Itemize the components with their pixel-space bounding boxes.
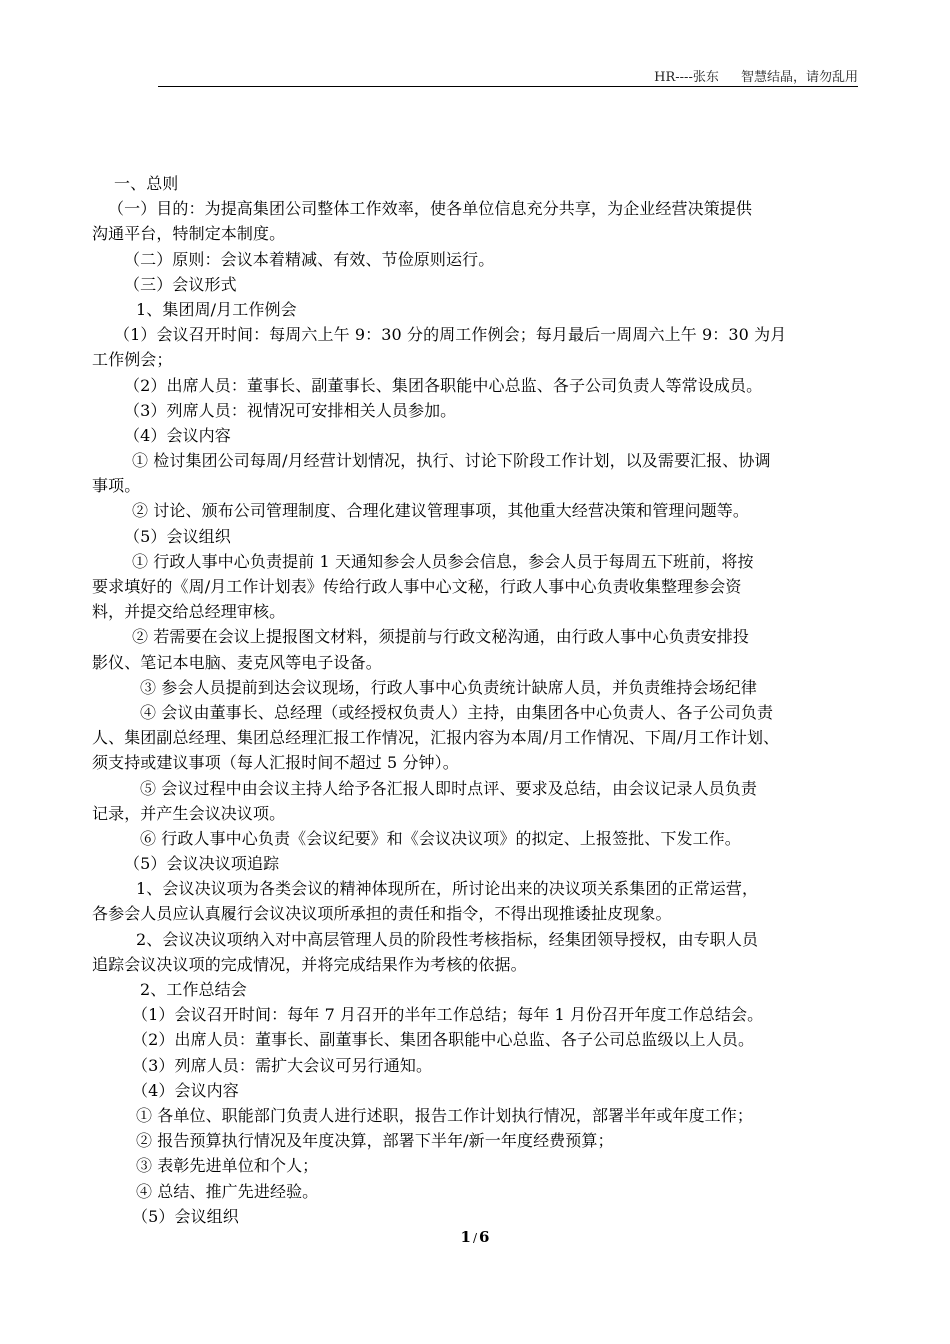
page-header — [654, 66, 858, 85]
text-line: ⑤ 会议过程中由会议主持人给予各汇报人即时点评、要求及总结，由会议记录人员负责 — [140, 778, 757, 798]
text-line: 要求填好的《周/月工作计划表》传给行政人事中心文秘，行政人事中心负责收集整理参会资 — [92, 577, 742, 596]
header-author: HR----张东 — [654, 70, 719, 85]
text-line: ③ 参会人员提前到达会议现场，行政人事中心负责统计缺席人员，并负责维持会场纪律 — [140, 677, 757, 697]
text-line: （二）原则：会议本着精减、有效、节俭原则运行。 — [124, 249, 495, 269]
text-line: （3）列席人员：视情况可安排相关人员参加。 — [124, 400, 457, 420]
page-number — [0, 1228, 950, 1246]
text-line: 人、集团副总经理、集团总经理汇报工作情况，汇报内容为本周/月工作情况、下周/月工作计划、 — [92, 728, 780, 748]
text-line: ④ 会议由董事长、总经理（或经授权负责人）主持，由集团各中心负责人、各子公司负责 — [140, 702, 774, 722]
text-line: ⑥ 行政人事中心负责《会议纪要》和《会议决议项》的拟定、上报签批、下发工作。 — [140, 828, 741, 848]
text-line: ③ 表彰先进单位和个人； — [136, 1156, 319, 1176]
text-line: ① 各单位、职能部门负责人进行述职，报告工作计划执行情况，部署半年或年度工作； — [136, 1105, 753, 1125]
text-line: 2、会议决议项纳入对中高层管理人员的阶段性考核指标，经集团领导授权，由专职人员 — [136, 929, 759, 949]
total-pages: 6 — [479, 1228, 490, 1246]
text-line: （一）目的：为提高集团公司整体工作效率，使各单位信息充分共享，为企业经营决策提供 — [108, 199, 753, 219]
text-line: （4）会议内容 — [132, 1080, 239, 1100]
text-line: （5）会议组织 — [132, 1206, 239, 1226]
text-line: ④ 总结、推广先进经验。 — [136, 1181, 319, 1201]
text-line: 追踪会议决议项的完成情况，并将完成结果作为考核的依据。 — [92, 954, 527, 974]
text-line: ① 行政人事中心负责提前 1 天通知参会人员参会信息，参会人员于每周五下班前，将按 — [132, 551, 754, 571]
text-line: （2）出席人员：董事长、副董事长、集团各职能中心总监、各子公司负责人等常设成员。 — [124, 375, 763, 395]
text-line: （1）会议召开时间：每年 7 月召开的半年工作总结；每年 1 月份召开年度工作总结会。 — [132, 1005, 764, 1025]
text-line: （2）出席人员：董事长、副董事长、集团各职能中心总监、各子公司总监级以上人员。 — [132, 1030, 755, 1050]
text-line: ② 讨论、颁布公司管理制度、合理化建议管理事项，其他重大经营决策和管理问题等。 — [132, 501, 749, 521]
text-line: （3）列席人员：需扩大会议可另行通知。 — [132, 1055, 433, 1075]
document-body — [92, 171, 862, 1229]
header-slogan: 智慧结晶，请勿乱用 — [740, 70, 858, 85]
text-line: 须支持或建议事项（每人汇报时间不超过 5 分钟）。 — [92, 753, 459, 773]
text-line: 2、工作总结会 — [140, 980, 247, 999]
text-line: （1）会议召开时间：每周六上午 9：30 分的周工作例会；每月最后一周周六上午 9：30 为月 — [114, 325, 787, 345]
text-line: 1、会议决议项为各类会议的精神体现所在，所讨论出来的决议项关系集团的正常运营， — [136, 879, 759, 899]
text-line: （三）会议形式 — [124, 274, 237, 294]
header-divider — [158, 86, 858, 87]
text-line: 一、总则 — [114, 174, 179, 193]
page-separator: / — [472, 1231, 478, 1245]
current-page: 1 — [460, 1228, 471, 1246]
text-line: 记录，并产生会议决议项。 — [92, 803, 286, 823]
text-line: 料，并提交给总经理审核。 — [92, 602, 286, 622]
text-line: 工作例会； — [92, 350, 173, 370]
text-line: （5）会议决议项追踪 — [124, 854, 280, 874]
text-line: 各参会人员应认真履行会议决议项所承担的责任和指令，不得出现推诿扯皮现象。 — [92, 904, 672, 924]
text-line: （5）会议组织 — [124, 526, 231, 546]
text-line: 1、集团周/月工作例会 — [136, 299, 297, 319]
text-line: ② 报告预算执行情况及年度决算，部署下半年/新一年度经费预算； — [136, 1131, 614, 1151]
text-line: 沟通平台，特制定本制度。 — [92, 224, 286, 244]
text-line: ① 检讨集团公司每周/月经营计划情况，执行、讨论下阶段工作计划，以及需要汇报、协调 — [132, 451, 771, 471]
text-line: 事项。 — [92, 476, 141, 496]
text-line: 影仪、笔记本电脑、麦克风等电子设备。 — [92, 652, 382, 672]
text-line: （4）会议内容 — [124, 425, 231, 445]
text-line: ② 若需要在会议上提报图文材料，须提前与行政文秘沟通，由行政人事中心负责安排投 — [132, 627, 749, 647]
